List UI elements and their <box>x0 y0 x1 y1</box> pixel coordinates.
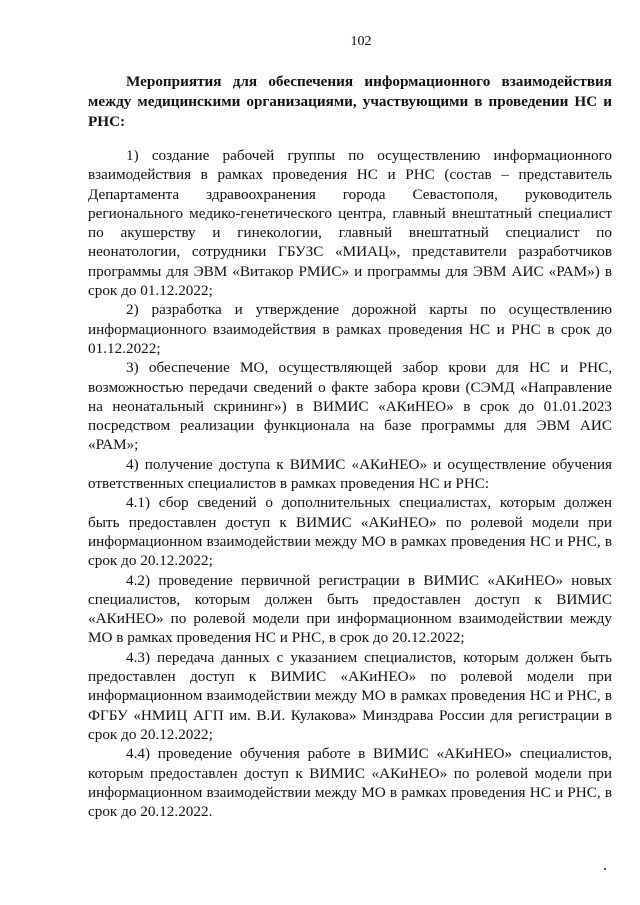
list-item-4-1: 4.1) сбор сведений о дополнительных специалистах, которым должен быть предоставлен доступ к ВИМИС «АКиНЕО» по ролевой модели при информационном взаимодействии между МО в рамках проведения НС и РНС, в срок до 20.12.2022; <box>88 494 612 570</box>
list-item-1: 1) создание рабочей группы по осуществлению информационного взаимодействия в рамках проведения НС и РНС (состав – представитель Департамента здравоохранения города Севастополя, руководитель регионального медико-генетического центра, главный внештатный специалист по акушерству и гинекологии, главный внештатный специалист по неонатологии, сотрудники ГБУЗС «МИАЦ», представители разработчиков программы для ЭВМ «Витакор РМИС» и программы для ЭВМ АИС «РАМ») в срок до 01.12.2022; <box>88 147 612 300</box>
list-item-2: 2) разработка и утверждение дорожной карты по осуществлению информационного взаимодействия в рамках проведения НС и РНС в срок до 01.12.2022; <box>88 301 612 357</box>
list-item-4-4: 4.4) проведение обучения работе в ВИМИС «АКиНЕО» специалистов, которым предоставлен доступ к ВИМИС «АКиНЕО» по ролевой модели при информационном взаимодействии между МО в рамках проведения НС и РНС, в срок до 20.12.2022. <box>88 745 612 821</box>
list-item-4-3: 4.3) передача данных с указанием специалистов, которым должен быть предоставлен доступ к ВИМИС «АКиНЕО» по ролевой модели при информационном взаимодействии между МО в рамках проведения НС и РНС, в ФГБУ «НМИЦ АГП им. В.И. Кулакова» Минздрава России для регистрации в срок до 20.12.2022; <box>88 648 612 743</box>
section-heading: Мероприятия для обеспечения информационного взаимодействия между медицинскими организациями, участвующими в проведении НС и РНС: <box>88 73 612 130</box>
page-number: 102 <box>350 34 372 49</box>
list-item-4: 4) получение доступа к ВИМИС «АКиНЕО» и осуществление обучения ответственных специалистов в рамках проведения НС и РНС: <box>88 455 612 493</box>
list-item-3: 3) обеспечение МО, осуществляющей забор крови для НС и РНС, возможностью передачи сведений о факте забора крови (СЭМД «Направление на неонатальный скрининг») в ВИМИС «АКиНЕО» в срок до 01.01.2023 посредством реализации функционала на базе программы для ЭВМ АИС «РАМ»; <box>88 359 612 454</box>
scan-speck <box>604 868 606 870</box>
list-item-4-2: 4.2) проведение первичной регистрации в ВИМИС «АКиНЕО» новых специалистов, которым должен быть предоставлен доступ к ВИМИС «АКиНЕО» по ролевой модели при информационном взаимодействии между МО в рамках проведения НС и РНС, в срок до 20.12.2022; <box>88 571 612 647</box>
